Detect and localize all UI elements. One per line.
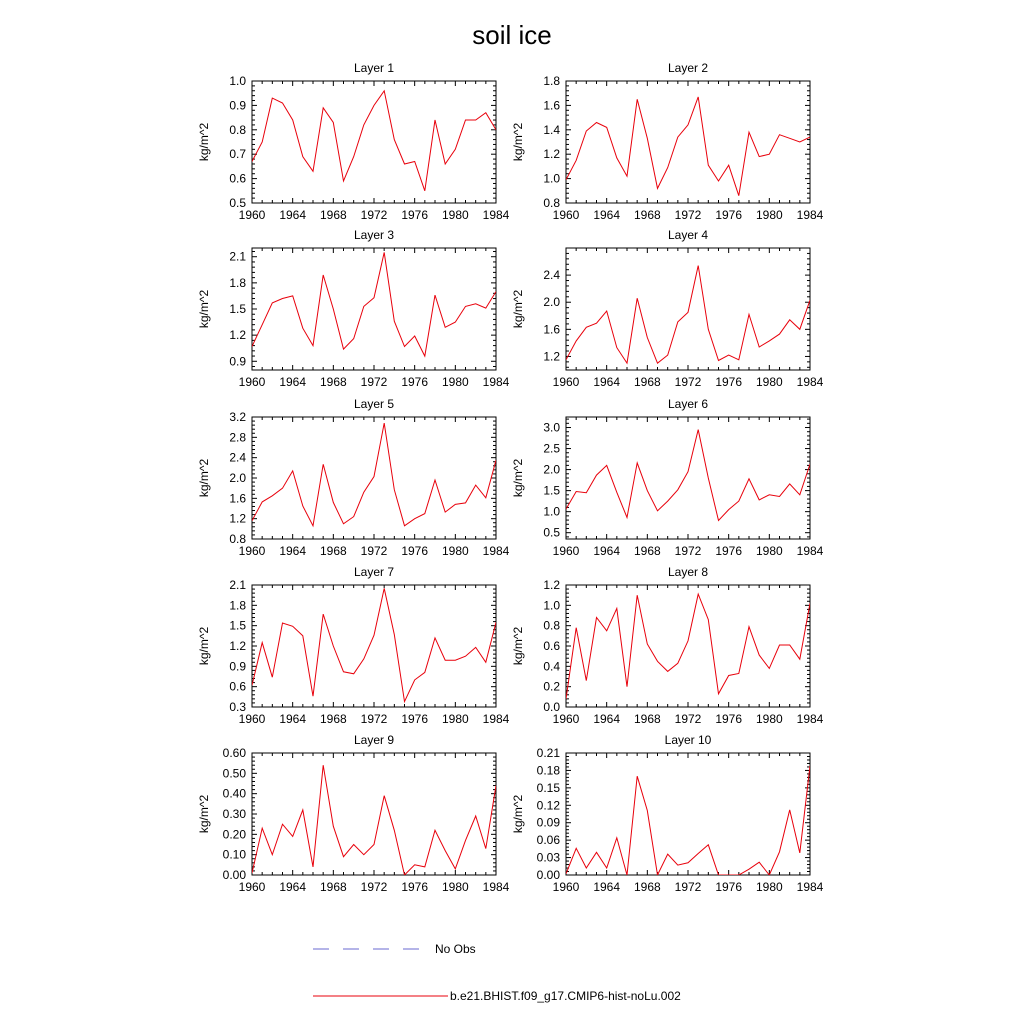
panel-layer-9 [197, 733, 510, 894]
y-tick-label: 0.8 [543, 618, 560, 633]
y-tick-label: 0.5 [229, 196, 246, 210]
y-tick-label: 1.6 [543, 322, 560, 337]
x-tick-label: 1980 [755, 880, 783, 894]
x-tick-label: 1984 [796, 880, 824, 894]
y-tick-label: 0.60 [222, 746, 246, 760]
panel-layer-7 [197, 565, 510, 726]
plot-frame [566, 753, 810, 875]
x-tick-label: 1984 [482, 544, 510, 558]
x-tick-label: 1964 [279, 208, 307, 222]
y-axis-label: kg/m^2 [197, 122, 211, 162]
x-tick-label: 1972 [360, 712, 388, 726]
y-tick-label: 0.40 [222, 786, 246, 801]
x-tick-label: 1976 [715, 375, 743, 389]
y-axis-label: kg/m^2 [511, 794, 525, 834]
y-tick-label: 2.0 [543, 295, 560, 310]
x-tick-label: 1972 [674, 880, 702, 894]
x-tick-label: 1980 [441, 712, 469, 726]
x-tick-label: 1964 [593, 544, 621, 558]
y-tick-label: 1.2 [543, 349, 560, 364]
x-tick-label: 1984 [796, 712, 824, 726]
x-tick-label: 1964 [279, 375, 307, 389]
y-tick-label: 1.6 [229, 491, 246, 506]
panel-layer-6 [511, 397, 824, 558]
y-tick-label: 1.0 [229, 74, 246, 88]
x-tick-label: 1972 [360, 375, 388, 389]
legend [313, 942, 681, 1003]
y-tick-label: 0.4 [543, 659, 560, 674]
y-tick-label: 3.2 [229, 410, 246, 424]
plot-frame [566, 585, 810, 707]
y-tick-label: 1.5 [229, 618, 246, 633]
panel-title: Layer 4 [667, 228, 709, 242]
y-tick-label: 0.03 [536, 850, 560, 865]
x-tick-label: 1960 [238, 712, 266, 726]
plot-frame [252, 585, 496, 707]
x-tick-label: 1976 [715, 208, 743, 222]
series-line [566, 594, 810, 699]
panel-title: Layer 9 [353, 733, 395, 747]
y-tick-label: 2.1 [229, 578, 246, 592]
x-tick-label: 1964 [593, 880, 621, 894]
x-tick-label: 1976 [401, 712, 429, 726]
x-tick-label: 1980 [441, 375, 469, 389]
x-tick-label: 1968 [633, 880, 661, 894]
x-tick-label: 1968 [319, 880, 347, 894]
panel-layer-3 [197, 228, 510, 389]
panel-layer-4 [511, 228, 824, 389]
x-tick-label: 1972 [360, 880, 388, 894]
y-tick-label: 2.0 [229, 471, 246, 485]
y-axis-label: kg/m^2 [197, 458, 211, 498]
x-tick-label: 1968 [633, 544, 661, 558]
y-tick-label: 1.8 [543, 74, 560, 88]
x-tick-label: 1980 [441, 208, 469, 222]
y-tick-label: 0.5 [543, 525, 560, 540]
y-tick-label: 0.18 [536, 763, 560, 778]
series-line [252, 423, 496, 526]
series-line [252, 588, 496, 701]
series-line [566, 430, 810, 521]
series-line [252, 252, 496, 356]
y-tick-label: 0.15 [536, 780, 560, 795]
y-tick-label: 0.8 [229, 122, 246, 137]
y-tick-label: 0.09 [536, 815, 560, 830]
panel-title: Layer 7 [353, 565, 395, 579]
x-tick-label: 1968 [319, 712, 347, 726]
y-tick-label: 0.00 [536, 868, 560, 882]
x-tick-label: 1968 [633, 712, 661, 726]
x-tick-label: 1968 [319, 544, 347, 558]
x-tick-label: 1964 [593, 208, 621, 222]
y-axis-label: kg/m^2 [197, 626, 211, 666]
y-tick-label: 2.1 [229, 249, 246, 264]
y-tick-label: 0.2 [543, 679, 560, 694]
x-tick-label: 1976 [401, 375, 429, 389]
x-tick-label: 1960 [552, 544, 580, 558]
y-tick-label: 1.2 [229, 511, 246, 526]
x-tick-label: 1968 [319, 208, 347, 222]
x-tick-label: 1984 [796, 375, 824, 389]
y-axis-label: kg/m^2 [511, 122, 525, 162]
y-axis-label: kg/m^2 [511, 626, 525, 666]
plot-frame [566, 81, 810, 203]
x-tick-label: 1976 [401, 880, 429, 894]
y-tick-label: 1.6 [543, 98, 560, 113]
y-axis-label: kg/m^2 [197, 289, 211, 329]
panel-layer-10 [511, 733, 824, 894]
legend-model-label: b.e21.BHIST.f09_g17.CMIP6-hist-noLu.002 [450, 989, 681, 1003]
panel-layer-1 [197, 61, 510, 222]
y-axis-label: kg/m^2 [511, 458, 525, 498]
y-tick-label: 2.8 [229, 430, 246, 445]
x-tick-label: 1964 [593, 375, 621, 389]
y-tick-label: 2.4 [229, 450, 246, 465]
panel-layer-2 [511, 61, 824, 222]
x-tick-label: 1976 [401, 544, 429, 558]
y-tick-label: 0.10 [222, 847, 246, 862]
panel-title: Layer 6 [667, 397, 709, 411]
y-axis-label: kg/m^2 [511, 289, 525, 329]
series-line [566, 266, 810, 364]
y-tick-label: 1.5 [229, 302, 246, 316]
x-tick-label: 1980 [755, 544, 783, 558]
y-tick-label: 1.2 [543, 147, 560, 162]
panel-layer-8 [511, 565, 824, 726]
x-tick-label: 1972 [674, 544, 702, 558]
x-tick-label: 1960 [552, 880, 580, 894]
series-line [566, 97, 810, 196]
x-tick-label: 1960 [552, 712, 580, 726]
y-tick-label: 0.12 [536, 798, 560, 813]
y-tick-label: 0.50 [222, 766, 246, 781]
y-tick-label: 0.0 [543, 700, 560, 714]
plot-frame [252, 248, 496, 370]
y-tick-label: 2.5 [543, 441, 560, 456]
x-tick-label: 1984 [482, 208, 510, 222]
x-tick-label: 1964 [279, 880, 307, 894]
y-tick-label: 1.4 [543, 122, 560, 137]
panel-title: Layer 2 [667, 61, 709, 75]
y-axis-label: kg/m^2 [197, 794, 211, 834]
x-tick-label: 1968 [319, 375, 347, 389]
plot-frame [252, 81, 496, 203]
x-tick-label: 1976 [401, 208, 429, 222]
y-tick-label: 2.4 [543, 268, 560, 283]
y-tick-label: 0.30 [222, 807, 246, 821]
y-tick-label: 1.8 [229, 598, 246, 613]
panel-title: Layer 3 [353, 228, 395, 242]
y-tick-label: 0.6 [229, 171, 246, 186]
x-tick-label: 1980 [441, 544, 469, 558]
x-tick-label: 1960 [238, 375, 266, 389]
y-tick-label: 3.0 [543, 420, 560, 435]
x-tick-label: 1960 [238, 544, 266, 558]
y-tick-label: 0.6 [543, 639, 560, 653]
x-tick-label: 1984 [482, 375, 510, 389]
x-tick-label: 1972 [674, 375, 702, 389]
y-tick-label: 0.7 [229, 147, 246, 162]
y-tick-label: 1.0 [543, 598, 560, 613]
panel-title: Layer 1 [353, 61, 395, 75]
x-tick-label: 1976 [715, 712, 743, 726]
x-tick-label: 1960 [552, 208, 580, 222]
x-tick-label: 1980 [755, 208, 783, 222]
y-tick-label: 0.06 [536, 833, 560, 848]
legend-no-obs-label: No Obs [435, 942, 476, 956]
y-tick-label: 0.20 [222, 827, 246, 842]
x-tick-label: 1972 [674, 208, 702, 222]
figure-title: soil ice [472, 20, 552, 50]
y-tick-label: 1.5 [543, 483, 560, 498]
y-tick-label: 1.0 [543, 171, 560, 186]
y-tick-label: 1.2 [229, 328, 246, 343]
plot-frame [566, 417, 810, 539]
plot-frame [566, 248, 810, 370]
series-line [566, 766, 810, 875]
x-tick-label: 1980 [755, 712, 783, 726]
x-tick-label: 1984 [796, 208, 824, 222]
x-tick-label: 1964 [593, 712, 621, 726]
x-tick-label: 1968 [633, 375, 661, 389]
y-tick-label: 0.21 [536, 746, 560, 760]
x-tick-label: 1976 [715, 880, 743, 894]
x-tick-label: 1972 [360, 544, 388, 558]
y-tick-label: 0.00 [222, 868, 246, 882]
x-tick-label: 1960 [238, 208, 266, 222]
y-tick-label: 1.8 [229, 275, 246, 290]
y-tick-label: 0.9 [229, 659, 246, 674]
y-tick-label: 1.0 [543, 504, 560, 519]
y-tick-label: 2.0 [543, 462, 560, 477]
y-tick-label: 0.9 [229, 98, 246, 113]
y-tick-label: 1.2 [229, 639, 246, 653]
x-tick-label: 1968 [633, 208, 661, 222]
x-tick-label: 1976 [715, 544, 743, 558]
series-line [252, 91, 496, 191]
panel-title: Layer 5 [353, 397, 395, 411]
y-tick-label: 0.8 [543, 196, 560, 210]
series-line [252, 765, 496, 875]
panel-title: Layer 10 [664, 733, 712, 747]
y-tick-label: 0.9 [229, 354, 246, 369]
x-tick-label: 1980 [755, 375, 783, 389]
x-tick-label: 1984 [482, 880, 510, 894]
x-tick-label: 1964 [279, 544, 307, 558]
x-tick-label: 1960 [552, 375, 580, 389]
x-tick-label: 1960 [238, 880, 266, 894]
y-tick-label: 0.8 [229, 532, 246, 546]
panel-title: Layer 8 [667, 565, 709, 579]
y-tick-label: 0.3 [229, 700, 246, 714]
x-tick-label: 1984 [796, 544, 824, 558]
x-tick-label: 1964 [279, 712, 307, 726]
panel-layer-5 [197, 397, 510, 558]
x-tick-label: 1984 [482, 712, 510, 726]
panel-grid [197, 61, 824, 894]
x-tick-label: 1980 [441, 880, 469, 894]
x-tick-label: 1972 [360, 208, 388, 222]
y-tick-label: 0.6 [229, 679, 246, 694]
y-tick-label: 1.2 [543, 578, 560, 592]
x-tick-label: 1972 [674, 712, 702, 726]
